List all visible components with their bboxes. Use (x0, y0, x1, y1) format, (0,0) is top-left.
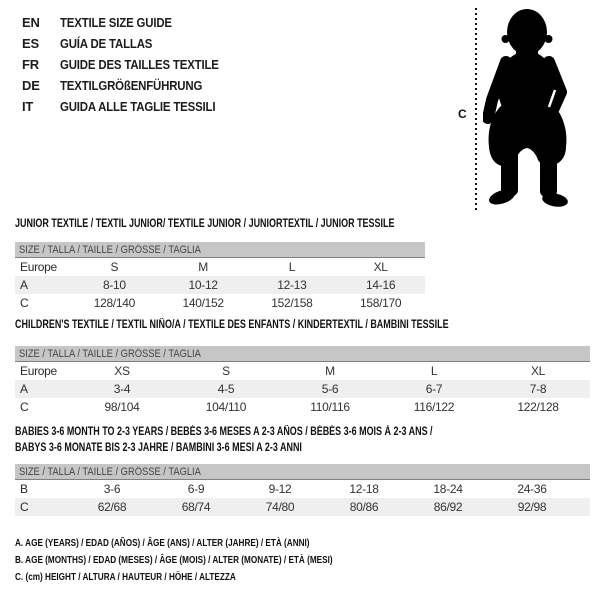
language-code: ES (22, 36, 39, 51)
size-cell: XS (114, 364, 130, 378)
height-cell: 92/98 (517, 500, 547, 514)
age-cell: 8-10 (102, 278, 126, 292)
language-row-de (22, 75, 240, 96)
age-cell: 12-18 (349, 482, 379, 496)
section-title-babies (15, 425, 550, 456)
size-table (15, 362, 590, 416)
table-row (15, 258, 425, 276)
height-cell: 116/122 (413, 400, 455, 414)
table-row (15, 276, 425, 294)
size-cell: M (198, 260, 208, 274)
language-code: DE (22, 78, 40, 93)
table-row (15, 362, 590, 380)
size-header-bar (15, 346, 590, 362)
language-label: TEXTILE SIZE GUIDE (60, 15, 172, 30)
height-cell: 158/170 (359, 296, 402, 310)
height-cell: 128/140 (93, 296, 136, 310)
size-header-bar (15, 464, 590, 480)
age-cell: 9-12 (268, 482, 292, 496)
size-cell: L (430, 364, 438, 378)
size-header-label: SIZE / TALLA / TAILLE / GRÖSSE / TAGLIA (19, 465, 201, 478)
age-cell: 6-7 (425, 382, 443, 396)
babies-size-table (15, 464, 590, 516)
age-cell: 5-6 (321, 382, 339, 396)
section-title-line: CHILDREN'S TEXTILE / TEXTIL NIÑO/A / TEXTILE DES ENFANTS / KINDERTEXTIL / BAMBINI TESSILE (15, 319, 449, 331)
height-cell: 68/74 (181, 500, 211, 514)
height-cell: 98/104 (104, 400, 140, 414)
table-row (15, 398, 590, 416)
height-cell: 104/110 (205, 400, 247, 414)
language-label: GUIDE DES TAILLES TEXTILE (60, 57, 219, 72)
row-label: Europe (20, 364, 57, 378)
section-title-children (15, 318, 571, 334)
height-cell: 62/68 (97, 500, 127, 514)
language-row-es (22, 33, 240, 54)
baby-right-ear (545, 35, 553, 43)
footnote-a: A. AGE (YEARS) / EDAD (AÑOS) / ÂGE (ANS) / ALTER (JAHRE) / ETÀ (ANNI) (15, 537, 310, 549)
height-cell: 140/152 (182, 296, 224, 310)
language-code: IT (22, 99, 34, 114)
row-label: A (20, 278, 28, 292)
age-cell: 24-36 (517, 482, 547, 496)
section-title-junior (15, 217, 501, 233)
age-cell: 18-24 (433, 482, 463, 496)
size-cell: XL (530, 364, 546, 378)
language-code: EN (22, 15, 40, 30)
table-row (15, 294, 425, 312)
language-label: TEXTILGRÖßENFÜHRUNG (60, 78, 203, 93)
language-label: GUÍA DE TALLAS (60, 36, 153, 51)
height-cell: 86/92 (433, 500, 463, 514)
height-cell: 80/86 (349, 500, 379, 514)
children-size-table (15, 346, 590, 416)
table-row (15, 480, 590, 498)
age-cell: 3-6 (103, 482, 121, 496)
section-title-line: JUNIOR TEXTILE / TEXTIL JUNIOR/ TEXTILE JUNIOR / JUNIORTEXTIL / JUNIOR TESSILE (15, 218, 395, 230)
baby-left-ear (502, 35, 510, 43)
age-cell: 6-9 (187, 482, 205, 496)
language-row-fr (22, 54, 240, 75)
height-cell: 74/80 (265, 500, 295, 514)
language-label: GUIDA ALLE TAGLIE TESSILI (60, 99, 216, 114)
size-cell: S (222, 364, 230, 378)
height-dotted-line (475, 8, 477, 211)
section-title-line: BABYS 3-6 MONATE BIS 2-3 JAHRE / BAMBINI 3-6 MESI A 2-3 ANNI (15, 441, 302, 454)
age-cell: 12-13 (277, 278, 307, 292)
table-row (15, 380, 590, 398)
age-cell: 4-5 (217, 382, 235, 396)
size-header-label: SIZE / TALLA / TAILLE / GRÖSSE / TAGLIA (19, 243, 201, 256)
age-cell: 14-16 (366, 278, 396, 292)
row-label: C (20, 400, 29, 414)
size-table (15, 480, 590, 516)
baby-head (507, 9, 547, 55)
age-cell: 10-12 (188, 278, 218, 292)
row-label: A (20, 382, 28, 396)
height-marker-label: C (458, 107, 467, 121)
size-header-bar (15, 242, 425, 258)
language-row-it (22, 96, 240, 117)
size-cell: L (288, 260, 296, 274)
section-title-line: BABIES 3-6 MONTH TO 2-3 YEARS / BEBÉS 3-6 MESES A 2-3 AÑOS / BÉBÉS 3-6 MOIS À 2-3 ANS / (15, 426, 433, 438)
height-cell: 110/116 (310, 400, 350, 414)
spacer-cell (574, 498, 590, 516)
size-cell: XL (373, 260, 388, 274)
size-cell: M (325, 364, 335, 378)
row-label: C (20, 500, 29, 514)
junior-size-table (15, 242, 425, 312)
height-cell: 152/158 (271, 296, 313, 310)
row-label: B (20, 482, 28, 496)
age-cell: 3-4 (113, 382, 131, 396)
spacer-cell (574, 480, 590, 498)
age-cell: 7-8 (529, 382, 547, 396)
language-code: FR (22, 57, 39, 72)
size-cell: S (110, 260, 119, 274)
footnote-c: C. (cm) HEIGHT / ALTURA / HAUTEUR / HÖHE / ALTEZZA (15, 571, 236, 583)
footnote-b: B. AGE (MONTHS) / EDAD (MESES) / ÂGE (MOIS) / ALTER (MONATE) / ETÀ (MESI) (15, 554, 333, 566)
row-label: C (20, 296, 29, 310)
language-row-en (22, 12, 240, 33)
baby-silhouette (483, 4, 573, 210)
baby-shorts (489, 105, 567, 166)
size-header-label: SIZE / TALLA / TAILLE / GRÖSSE / TAGLIA (19, 347, 201, 360)
footnotes (15, 535, 422, 586)
language-list (22, 12, 240, 117)
row-label: Europe (20, 260, 57, 274)
table-row (15, 498, 590, 516)
height-cell: 122/128 (517, 400, 559, 414)
size-table (15, 258, 425, 312)
